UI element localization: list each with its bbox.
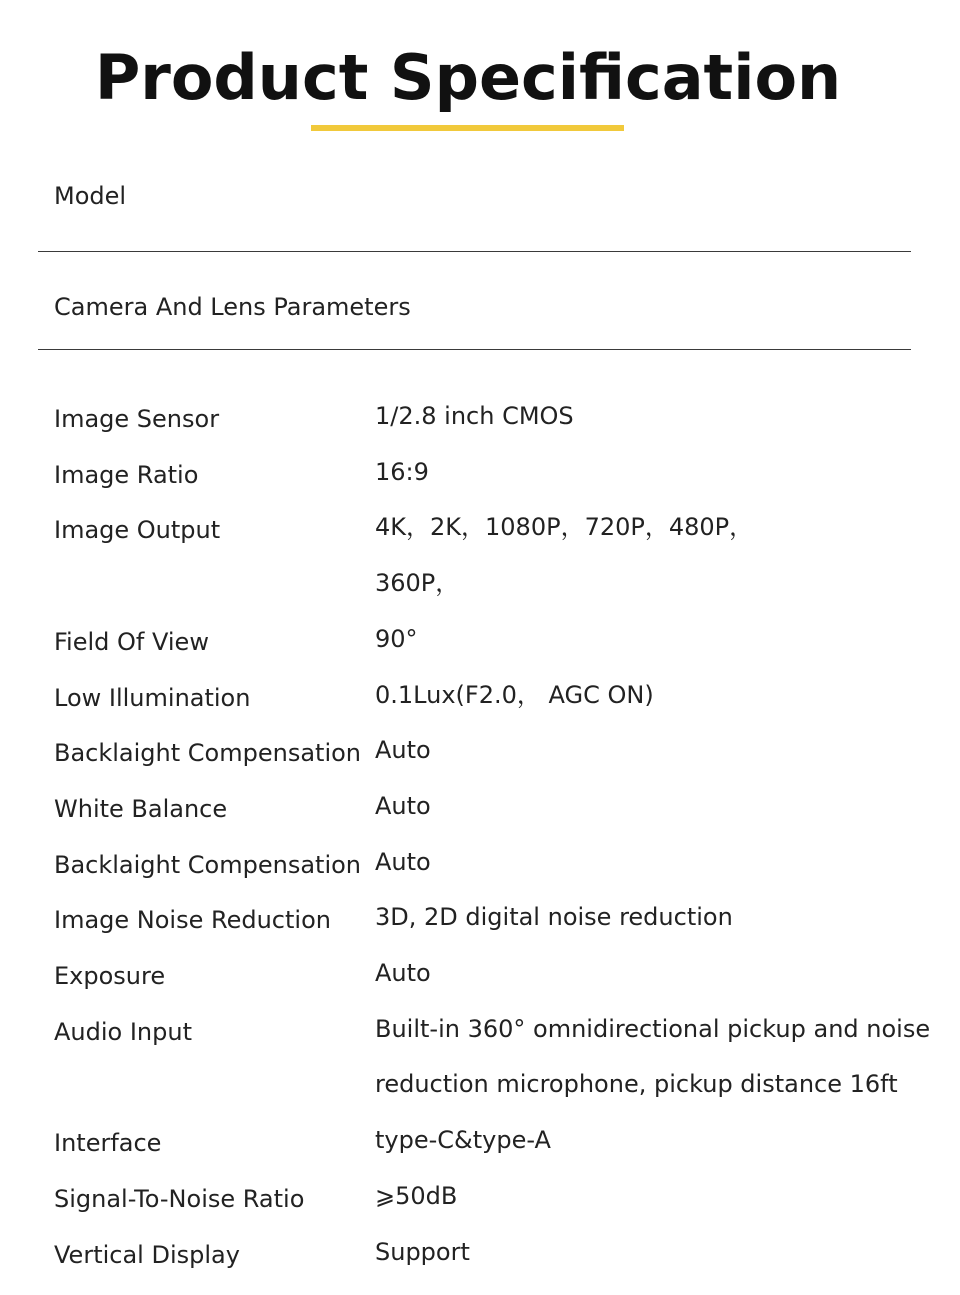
spec-label: Low Illumination [54, 683, 251, 712]
spec-label: Image Output [54, 516, 221, 545]
section-camera-label: Camera And Lens Parameters [54, 293, 411, 321]
spec-value: Auto [375, 959, 431, 987]
spec-value: type-C&type-A [375, 1126, 551, 1155]
spec-label: Backlaight Compensation [54, 739, 362, 768]
spec-label: Vertical Display [54, 1240, 240, 1269]
spec-label: White Balance [54, 794, 228, 823]
spec-value: 0.1Lux(F2.0， AGC ON) [375, 680, 654, 709]
spec-label: Image Noise Reduction [54, 906, 331, 935]
spec-label: Field Of View [54, 627, 209, 656]
spec-label: Backlaight Compensation [54, 850, 362, 879]
spec-label: Image Ratio [54, 460, 199, 489]
spec-label: Image Sensor [54, 405, 220, 433]
spec-label: Signal-To-Noise Ratio [54, 1184, 305, 1213]
spec-value: 90° [375, 624, 418, 653]
spec-value: 360P， [375, 569, 460, 598]
page-title: Product Specification [94, 41, 842, 114]
spec-value: ⩾50dB [375, 1181, 458, 1210]
spec-value: reduction microphone, pickup distance 16ft [375, 1070, 898, 1099]
spec-value: Auto [375, 736, 431, 765]
spec-value: Auto [375, 791, 431, 820]
spec-value: 1/2.8 inch CMOS [375, 402, 574, 430]
spec-value: 3D, 2D digital noise reduction [375, 903, 733, 932]
spec-label: Audio Input [54, 1017, 192, 1046]
section-model-label: Model [54, 182, 127, 210]
spec-label: Exposure [54, 962, 166, 990]
spec-value: Auto [375, 847, 431, 876]
spec-value: 4K，2K，1080P，720P，480P， [375, 513, 754, 542]
spec-value: 16:9 [375, 457, 429, 486]
spec-value: Support [375, 1237, 470, 1266]
spec-value: Built-in 360° omnidirectional pickup and noise [375, 1014, 931, 1043]
spec-label: Interface [54, 1129, 162, 1158]
